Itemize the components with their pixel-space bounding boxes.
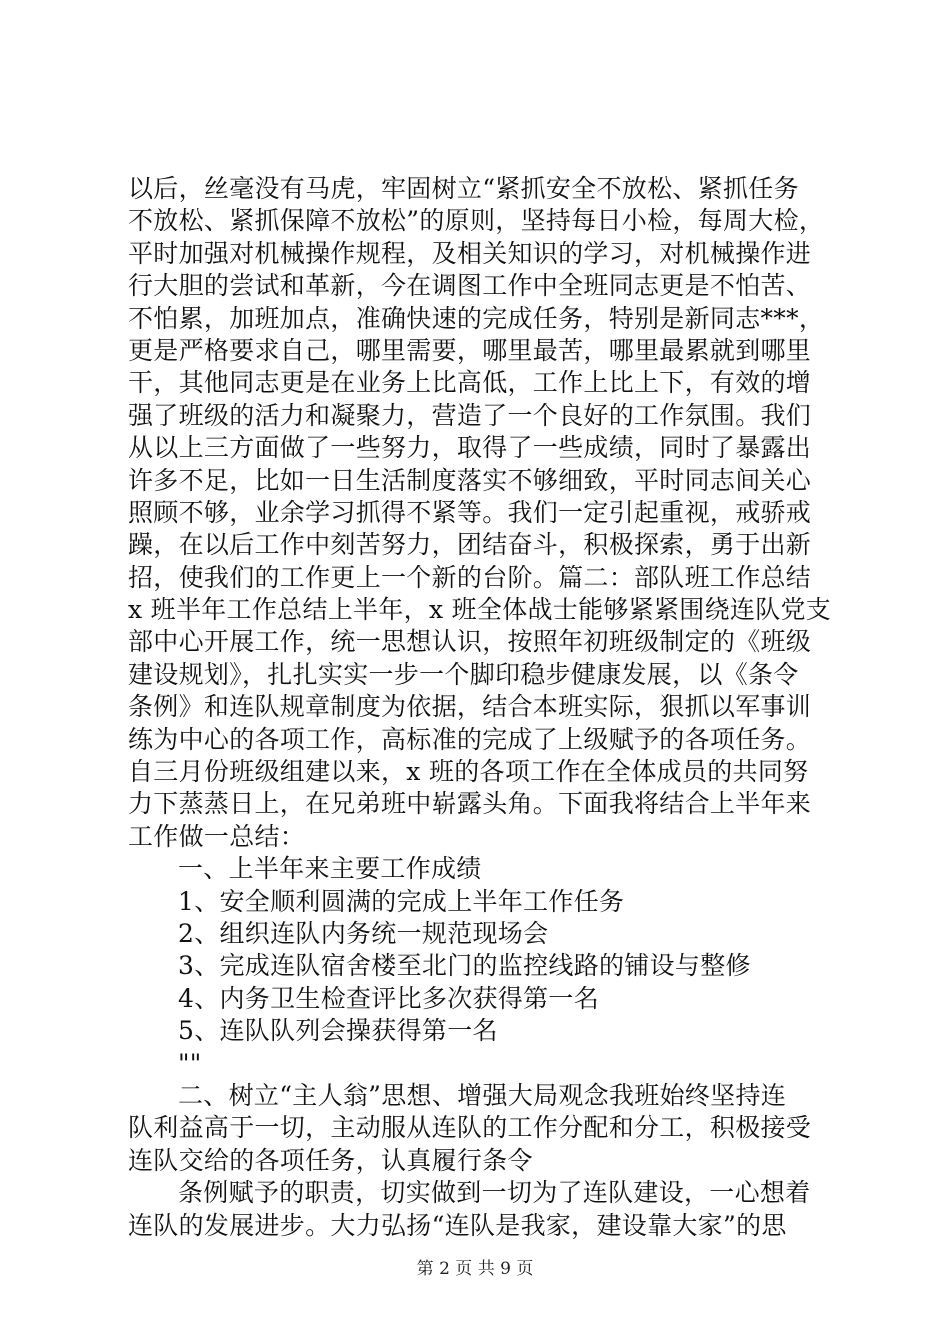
text-line: 建设规划》，扎扎实实一步一个脚印稳步健康发展，以《条令 — [128, 659, 799, 689]
text-line: 不怕累，加班加点，准确快速的完成任务，特别是新同志***， — [128, 303, 825, 333]
text-line: 招，使我们的工作更上一个新的台阶。篇二：部队班工作总结 — [128, 562, 812, 592]
text-line: 5、连队队列会操获得第一名 — [178, 1016, 498, 1046]
text-line: 力下蒸蒸日上，在兄弟班中崭露头角。下面我将结合上半年来 — [128, 789, 812, 819]
text-line: 平时加强对机械操作规程，及相关知识的学习，对机械操作进 — [128, 238, 812, 268]
text-line: 从以上三方面做了一些努力，取得了一些成绩，同时了暴露出 — [128, 433, 812, 463]
text-line: 条例》和连队规章制度为依据，结合本班实际，狠抓以军事训 — [128, 692, 812, 722]
text-line: 工作做一总结： — [128, 821, 306, 851]
text-line: 队利益高于一切，主动服从连队的工作分配和分工，积极接受 — [128, 1113, 812, 1143]
text-line: 更是严格要求自己，哪里需要，哪里最苦，哪里最累就到哪里 — [128, 335, 812, 365]
text-line: 躁，在以后工作中刻苦努力，团结奋斗，积极探索，勇于出新 — [128, 530, 812, 560]
text-line: 不放松、紧抓保障不放松”的原则，坚持每日小检，每周大检， — [128, 206, 825, 236]
text-line: "" — [178, 1048, 202, 1078]
text-line: 练为中心的各项工作，高标准的完成了上级赋予的各项任务。 — [128, 724, 812, 754]
text-line: 条例赋予的职责，切实做到一切为了连队建设，一心想着 — [178, 1178, 811, 1208]
page-footer: 第 2 页 共 9 页 — [416, 1259, 534, 1279]
text-line: 强了班级的活力和凝聚力，营造了一个良好的工作氛围。我们 — [128, 400, 812, 430]
text-line: 以后，丝毫没有马虎，牢固树立“紧抓安全不放松、紧抓任务 — [128, 174, 799, 203]
text-line: 部中心开展工作，统一思想认识，按照年初班级制定的《班级 — [128, 627, 812, 657]
text-line: 4、内务卫生检查评比多次获得第一名 — [178, 983, 600, 1013]
text-line: 许多不足，比如一日生活制度落实不够细致，平时同志间关心 — [128, 465, 812, 495]
text-line: 照顾不够，业余学习抓得不紧等。我们一定引起重视，戒骄戒 — [128, 497, 812, 527]
text-line: 干，其他同志更是在业务上比高低，工作上比上下，有效的增 — [128, 368, 812, 398]
text-line: 3、完成连队宿舍楼至北门的监控线路的铺设与整修 — [178, 951, 751, 981]
text-line: 连队交给的各项任务，认真履行条令 — [128, 1145, 533, 1175]
document-body — [128, 173, 832, 1242]
text-line: 一、上半年来主要工作成绩 — [178, 854, 482, 884]
text-line: 2、组织连队内务统一规范现场会 — [178, 918, 549, 948]
text-line: 行大胆的尝试和革新，今在调图工作中全班同志更是不怕苦、 — [128, 271, 812, 301]
text-line: x 班半年工作总结上半年，x 班全体战士能够紧紧围绕连队党支 — [128, 595, 832, 625]
text-line: 连队的发展进步。大力弘扬“连队是我家，建设靠大家”的思 — [128, 1210, 787, 1240]
text-line: 1、安全顺利圆满的完成上半年工作任务 — [178, 886, 625, 916]
text-line: 自三月份班级组建以来，x 班的各项工作在全体成员的共同努 — [128, 757, 809, 787]
text-line: 二、树立“主人翁”思想、增强大局观念我班始终坚持连 — [178, 1080, 787, 1110]
